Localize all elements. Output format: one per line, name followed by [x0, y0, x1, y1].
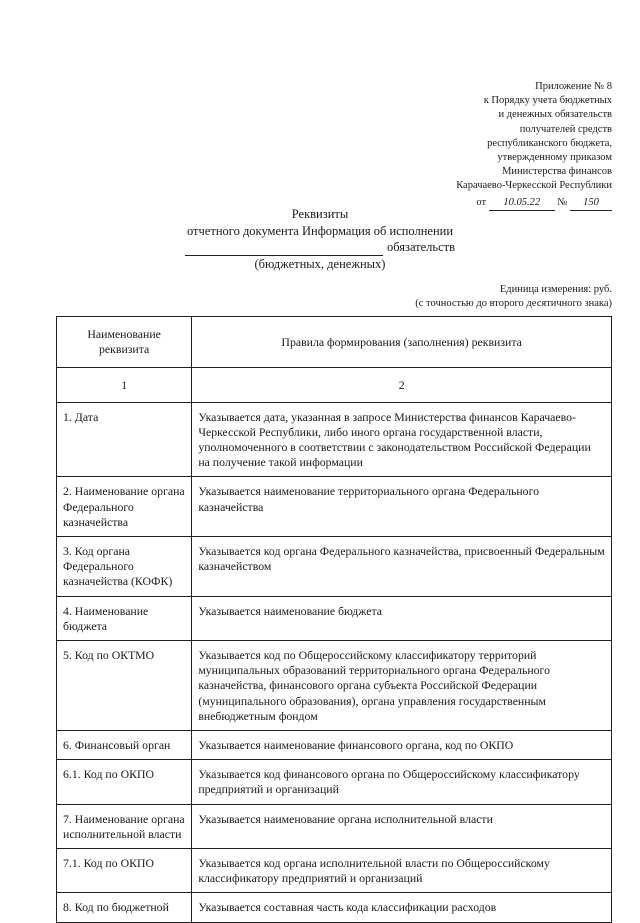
units-line: Единица измерения: руб. [499, 284, 612, 295]
requisite-rule: Указывается код органа Федерального казначейства, присвоенный Федеральным казначейством [192, 537, 612, 597]
table-row [57, 537, 612, 597]
table-row [57, 596, 612, 640]
document-title [0, 206, 640, 272]
appendix-line: и денежных обязательств [498, 109, 612, 121]
table-row [57, 849, 612, 893]
requisite-rule: Указывается дата, указанная в запросе Министерства финансов Карачаево-Черкесской Республики, либо иного органа государственной власти, уполномоченного в соответствии с законодательством Российской Федерации на получение такой информации [192, 402, 612, 477]
table-row [57, 477, 612, 537]
title-line: (бюджетных, денежных) [254, 256, 386, 271]
requisite-rule: Указывается наименование органа исполнительной власти [192, 804, 612, 848]
table-row [57, 893, 612, 922]
title-line: отчетного документа Информация об исполнении [186, 223, 454, 238]
units-precision-line: (с точностью до второго десятичного знака) [415, 298, 612, 309]
requisite-rule: Указывается составная часть кода классификации расходов [192, 893, 612, 922]
table-row [57, 804, 612, 848]
appendix-line: республиканского бюджета, [487, 137, 612, 149]
requisite-name: 6. Финансовый орган [57, 731, 192, 760]
requisite-name: 7.1. Код по ОКПО [57, 849, 192, 893]
title-line: Реквизиты [291, 207, 349, 221]
requisite-rule: Указывается код финансового органа по Общероссийскому классификатору предприятий и организаций [192, 760, 612, 804]
requisite-name: 2. Наименование органа Федерального казначейства [57, 477, 192, 537]
requisite-rule: Указывается код органа исполнительной власти по Общероссийскому классификатору предприятий и организаций [192, 849, 612, 893]
requisite-name: 3. Код органа Федерального казначейства (КОФК) [57, 537, 192, 597]
requisite-name: 4. Наименование бюджета [57, 596, 192, 640]
appendix-line: к Порядку учета бюджетных [483, 95, 612, 107]
column-header-rule: Правила формирования (заполнения) реквизита [192, 317, 612, 368]
requisite-rule: Указывается наименование территориального органа Федерального казначейства [192, 477, 612, 537]
requisite-rule: Указывается наименование бюджета [192, 596, 612, 640]
appendix-line: Приложение № 8 [535, 81, 612, 92]
requisite-rule: Указывается наименование финансового органа, код по ОКПО [192, 731, 612, 760]
requisite-name: 1. Дата [57, 402, 192, 477]
requisite-name: 7. Наименование органа исполнительной власти [57, 804, 192, 848]
column-number-row [57, 368, 612, 402]
requisites-table [56, 316, 612, 923]
table-row [57, 641, 612, 731]
table-header-row [57, 317, 612, 368]
requisite-name: 6.1. Код по ОКПО [57, 760, 192, 804]
title-suffix: обязательств [386, 240, 456, 254]
table-row [57, 731, 612, 760]
column-header-name: Наименование реквизита [57, 317, 192, 368]
blank-underline [185, 243, 383, 256]
appendix-line: получателей средств [519, 123, 612, 135]
table-row [57, 760, 612, 804]
units-note [415, 283, 612, 311]
requisite-name: 5. Код по ОКТМО [57, 641, 192, 731]
order-number: 150 [570, 196, 612, 211]
title-line-with-blank [0, 239, 640, 256]
table-row [57, 402, 612, 477]
requisite-name: 8. Код по бюджетной [57, 893, 192, 922]
column-number: 1 [57, 368, 192, 402]
appendix-line: Карачаево-Черкесской Республики [456, 180, 612, 192]
requisite-rule: Указывается код по Общероссийскому классификатору территорий муниципальных образований территориального органа Федерального казначейства, финансового органа субъекта Российской Федерации (муниципального образования), органа управления государственным внебюджетным фондом [192, 641, 612, 731]
order-number-label: № [557, 196, 568, 208]
order-from-label: от [476, 196, 487, 208]
column-number: 2 [192, 368, 612, 402]
appendix-line: Министерства финансов [502, 166, 612, 178]
appendix-line: утвержденному приказом [497, 152, 612, 164]
appendix-header [456, 80, 612, 211]
order-date: 10.05.22 [489, 196, 555, 211]
